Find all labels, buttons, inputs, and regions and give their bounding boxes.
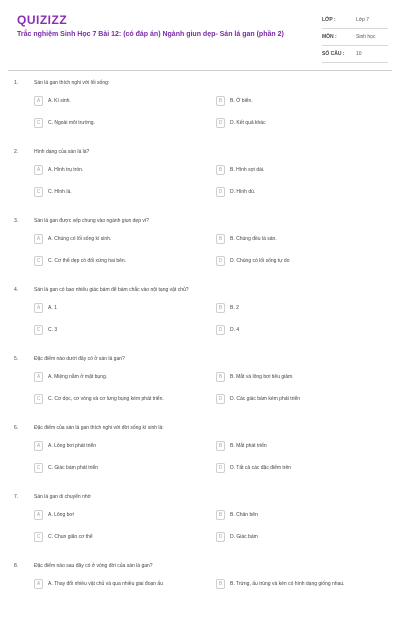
answer-option-d[interactable] [216,461,366,474]
option-letter-box: A [34,441,43,451]
answer-option-c[interactable] [34,185,184,198]
answer-option-b[interactable] [216,508,366,521]
option-text: B. Trứng, ấu trùng và kén có hình dạng giống nhau. [230,580,345,587]
question-text: Đặc điểm của sán lá gan thích nghi với đời sống kí sinh là: [34,425,164,431]
question-text: Sán lá gan di chuyển nhờ [34,494,91,500]
answer-option-c[interactable] [34,116,184,129]
answer-option-d[interactable] [216,392,366,405]
option-letter-box: C [34,325,43,335]
option-text: B. Ở biển. [230,97,253,104]
answer-option-c[interactable] [34,254,184,267]
option-text: D. Chúng có lối sống tự do [230,257,290,264]
option-letter-box: B [216,165,225,175]
question-text: Sán lá gan thích nghi với lối sống: [34,80,110,86]
option-letter-box: A [34,372,43,382]
option-text: B. 2 [230,304,239,311]
option-text: A. Thay đổi nhiều vật chủ và qua nhiều giai đoạn ấu [48,580,163,587]
answer-option-c[interactable] [34,392,184,405]
option-text: C. Chun giãn cơ thể [48,533,93,540]
meta-value: Lớp 7 [356,17,370,23]
option-letter-box: D [216,532,225,542]
question-number: 4. [14,287,19,293]
meta-label: MÔN : [322,34,337,40]
question-text: Sán lá gan được xếp chung vào ngành giun dẹp vì? [34,218,150,224]
question-item [0,484,400,553]
option-letter-box: C [34,118,43,128]
question-number: 8. [14,563,19,569]
option-letter-box: A [34,234,43,244]
question-item [0,415,400,484]
answer-option-a[interactable] [34,439,184,452]
answer-option-b[interactable] [216,370,366,383]
question-item [0,70,400,139]
option-text: C. Hình lá. [48,188,72,195]
option-letter-box: A [34,165,43,175]
answer-option-a[interactable] [34,301,184,314]
answer-option-a[interactable] [34,508,184,521]
answer-option-b[interactable] [216,439,366,452]
option-letter-box: A [34,579,43,589]
option-letter-box: C [34,463,43,473]
answer-option-b[interactable] [216,301,366,314]
answer-option-b[interactable] [216,232,366,245]
option-letter-box: B [216,441,225,451]
option-text: A. Lông bơi [48,511,74,518]
question-number: 7. [14,494,19,500]
answer-option-d[interactable] [216,254,366,267]
option-text: D. Hình dù. [230,188,256,195]
question-text: Hình dạng của sán lá là? [34,149,90,155]
option-text: A. Chúng có lối sống kí sinh. [48,235,112,242]
option-letter-box: B [216,303,225,313]
option-letter-box: C [34,532,43,542]
option-letter-box: C [34,187,43,197]
question-number: 2. [14,149,19,155]
option-letter-box: A [34,303,43,313]
meta-value: Sinh học [356,34,376,40]
option-text: B. Chúng đều là sán. [230,235,277,242]
option-letter-box: B [216,234,225,244]
question-list [0,70,400,622]
option-letter-box: B [216,579,225,589]
option-letter-box: D [216,256,225,266]
option-letter-box: D [216,325,225,335]
question-item [0,553,400,622]
option-text: C. Giác bám phát triển [48,464,99,471]
meta-value: 10 [356,51,362,57]
option-text: D. 4 [230,326,240,333]
option-text: C. Cơ thể dẹp có đối xứng hai bên. [48,257,127,264]
option-letter-box: C [34,394,43,404]
option-letter-box: D [216,394,225,404]
meta-row-subject [322,29,388,46]
answer-option-a[interactable] [34,163,184,176]
answer-option-d[interactable] [216,530,366,543]
option-text: C. Ngoài môi trường. [48,119,95,126]
question-text: Đặc điểm nào dưới đây có ở sán lá gan? [34,356,125,362]
option-text: A. Hình trụ tròn. [48,166,84,173]
option-letter-box: B [216,372,225,382]
answer-option-a[interactable] [34,94,184,107]
option-text: B. Mắt và lông bơi tiêu giảm. [230,373,294,380]
option-text: C. Cơ dọc, cơ vòng và cơ lưng bụng kém phát triển. [48,395,164,402]
option-letter-box: D [216,118,225,128]
answer-option-b[interactable] [216,94,366,107]
question-text: Đặc điểm nào sau đây có ở vòng đời của sán lá gan? [34,563,153,569]
answer-option-a[interactable] [34,232,184,245]
answer-option-c[interactable] [34,323,184,336]
option-letter-box: C [34,256,43,266]
answer-option-c[interactable] [34,461,184,474]
option-letter-box: A [34,510,43,520]
quizizz-logo: QUIZIZZ [17,13,68,27]
answer-option-d[interactable] [216,116,366,129]
option-text: A. Lông bơi phát triển [48,442,97,449]
answer-option-d[interactable] [216,323,366,336]
question-text: Sán lá gan có bao nhiêu giác bám để bám chắc vào nội tạng vật chủ? [34,287,189,293]
meta-row-class [322,12,388,29]
option-text: D. Các giác bám kém phát triển [230,395,301,402]
option-text: D. Giác bám [230,533,258,540]
option-letter-box: A [34,96,43,106]
answer-option-a[interactable] [34,577,184,590]
question-item [0,139,400,208]
question-number: 5. [14,356,19,362]
question-number: 6. [14,425,19,431]
option-letter-box: B [216,96,225,106]
option-letter-box: D [216,463,225,473]
answer-option-b[interactable] [216,577,366,590]
question-item [0,277,400,346]
meta-label: SỐ CÂU : [322,51,345,57]
meta-label: LỚP : [322,17,336,23]
answer-option-d[interactable] [216,185,366,198]
option-text: A. Miệng nằm ở mặt bụng. [48,373,108,380]
option-text: A. Kí sinh. [48,97,71,104]
option-letter-box: B [216,510,225,520]
meta-row-count [322,46,388,63]
question-number: 3. [14,218,19,224]
option-text: C. 3 [48,326,58,333]
option-text: B. Hình sợi dài. [230,166,265,173]
question-item [0,208,400,277]
answer-option-b[interactable] [216,163,366,176]
option-text: D. Kết quả khác [230,119,266,126]
meta-table [322,12,388,63]
question-number: 1. [14,80,19,86]
option-text: A. 1 [48,304,57,311]
option-text: B. Mắt phát triển [230,442,267,449]
option-letter-box: D [216,187,225,197]
option-text: D. Tất cả các đặc điểm trên [230,464,292,471]
page-title: Trắc nghiệm Sinh Học 7 Bài 12: (có đáp án) Ngành giun dẹp- Sán lá gan (phần 2) [17,31,284,38]
answer-option-a[interactable] [34,370,184,383]
option-text: B. Chân bên [230,511,258,518]
answer-option-c[interactable] [34,530,184,543]
question-item [0,346,400,415]
